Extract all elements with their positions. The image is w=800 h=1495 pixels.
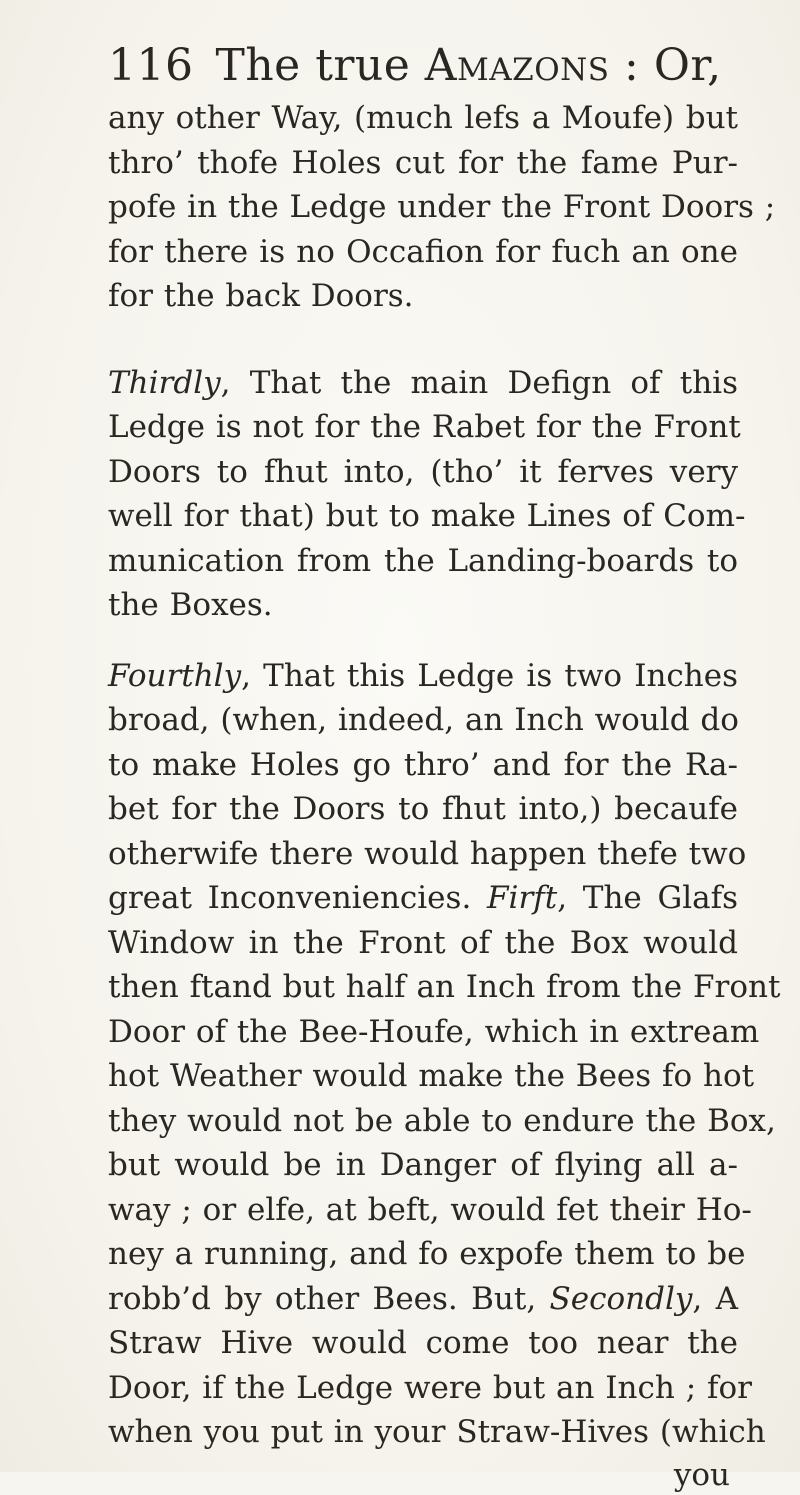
text-line: pofe in the Ledge under the Front Doors ; xyxy=(108,189,776,225)
text-line: great Inconveniencies. Firft, The Glafs xyxy=(108,880,739,916)
catchword: you xyxy=(673,1456,730,1493)
text-line: to make Holes go thro’ and for the Ra- xyxy=(108,746,738,783)
text-line: Door of the Bee-Houfe, which in extream xyxy=(108,1013,760,1050)
body-text xyxy=(108,96,781,1495)
text-line: munication from the Landing-boards to xyxy=(108,542,738,579)
italic-word: Firft xyxy=(487,880,558,916)
text-line: Ledge is not for the Rabet for the Front xyxy=(108,409,741,445)
paragraph-fourthly xyxy=(108,654,781,1455)
page-number: 116 xyxy=(108,40,194,91)
text-line: Window in the Front of the Box would xyxy=(108,924,738,961)
text-line: then ftand but half an Inch from the Front xyxy=(108,969,781,1005)
text-line: Doors to fhut into, (tho’ it ferves very xyxy=(108,453,738,490)
text-line: hot Weather would make the Bees fo hot xyxy=(108,1058,755,1094)
text-line: for there is no Occafion for fuch an one xyxy=(108,233,738,270)
text-line: they would not be able to endure the Box, xyxy=(108,1102,776,1139)
text-line: bet for the Doors to fhut into,) becaufe xyxy=(108,791,738,827)
text-line: broad, (when, indeed, an Inch would do xyxy=(108,702,739,738)
text-line: any other Way, (much lefs a Moufe) but xyxy=(108,100,738,136)
text-line: Door, if the Ledge were but an Inch ; for xyxy=(108,1369,752,1406)
text-line: Fourthly, That this Ledge is two Inches xyxy=(108,657,738,694)
paragraph-gap xyxy=(108,319,738,361)
text-line: well for that) but to make Lines of Com- xyxy=(108,498,746,534)
text-line: ney a running, and fo expofe them to be xyxy=(108,1236,746,1272)
paragraph-continuation xyxy=(108,96,776,319)
text-line: but would be in Danger of flying all a- xyxy=(108,1147,738,1183)
text-line: Thirdly, That the main Defign of this xyxy=(108,364,738,401)
text-line: the Boxes. xyxy=(108,587,273,623)
running-head xyxy=(108,38,728,94)
text-line: robb’d by other Bees. But, Secondly, A xyxy=(108,1280,738,1317)
text-line: otherwife there would happen thefe two xyxy=(108,835,747,872)
text-line: thro’ thofe Holes cut for the fame Pur- xyxy=(108,144,738,181)
running-head-title: The true Amazons : Or, xyxy=(215,40,722,91)
italic-lead: Fourthly xyxy=(108,657,242,694)
text-line: way ; or elfe, at beft, would fet their Ho- xyxy=(108,1191,752,1228)
italic-word: Secondly xyxy=(549,1280,693,1317)
text-line: when you put in your Straw-Hives (which xyxy=(108,1414,766,1450)
text-line: Straw Hive would come too near the xyxy=(108,1325,738,1361)
text-line: for the back Doors. xyxy=(108,278,414,314)
paragraph-gap xyxy=(108,628,738,654)
italic-lead: Thirdly xyxy=(108,364,221,401)
paragraph-thirdly xyxy=(108,361,746,628)
